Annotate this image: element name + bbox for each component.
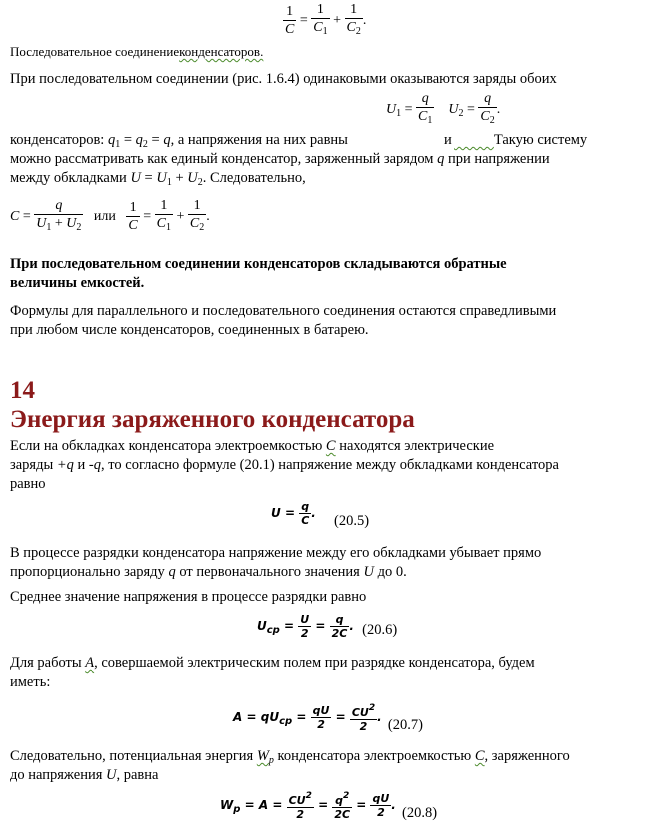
word-and: и — [444, 132, 452, 148]
paragraph-series-line2: конденсаторов: $q_1 = q_2 = q$, а напряжения на них равны — [10, 132, 348, 150]
section-title: Энергия заряженного конденсатора — [10, 406, 415, 433]
figure-caption: Последовательное соединениеконденсаторов. — [10, 44, 264, 59]
equation-number: (20.6) — [362, 622, 398, 638]
paragraph-series-line3: можно рассматривать как единый конденсатор, заряженный зарядом q при напряжении — [10, 151, 550, 167]
section-number: 14 — [10, 377, 35, 404]
paragraph-formulas-line2: при любом числе конденсаторов, соединенных в батарею. — [10, 322, 369, 338]
bold-rule-line2: величины емкостей. — [10, 275, 145, 291]
frac-q-over-c1: $\frac{q}{C_1}$ — [418, 91, 433, 126]
paragraph-series-line2-end: Такую систему — [493, 132, 588, 148]
equation-20-7: $A = qU_{ср}$ = $\frac{qU}{2}$ = $\frac{CU^2}{2}$ . (20.7) — [233, 703, 423, 733]
paragraph-work-line2: иметь: — [10, 674, 51, 690]
equation-number: (20.7) — [387, 717, 423, 733]
paragraph-series-line4: между обкладками $U = U_1 + U_2$. Следовательно, — [10, 170, 306, 188]
equation-20-6: $U_{ср}$ = $\frac{U}{2}$ = $\frac{q}{2C}$ . (20.6) — [257, 613, 398, 640]
paragraph-energy-line1: Если на обкладках конденсатора электроемкостью C находятся электрические — [10, 438, 495, 454]
paragraph-potential-line2: до напряжения U, равна — [10, 767, 159, 783]
bold-rule-line1: При последовательном соединении конденсаторов складываются обратные — [10, 256, 507, 272]
paragraph-energy-line3: равно — [10, 476, 46, 492]
voltage-formulas: $U_1$ = $\frac{q}{C_1}$ $U_2$ = $\frac{q}{C_2}$ . — [386, 91, 500, 129]
frac-1-over-c2: $\frac{1}{C_2}$ — [346, 2, 361, 37]
equation-number: (20.8) — [402, 805, 438, 821]
frac-1-over-c: $\frac{1}{C}$ — [285, 4, 295, 37]
paragraph-work-line1: Для работы A, совершаемой электрическим полем при разрядке конденсатора, будем — [10, 655, 535, 671]
paragraph-energy-line2: заряды +q и -q, то согласно формуле (20.1) напряжение между обкладками конденсатора — [10, 457, 559, 473]
paragraph-formulas-line1: Формулы для параллельного и последовательного соединения остаются справедливыми — [10, 303, 557, 319]
paragraph-discharge-line2: пропорционально заряду q от первоначального значения U до 0. — [10, 564, 407, 580]
paragraph-discharge-line1: В процессе разрядки конденсатора напряжение между его обкладками убывает прямо — [10, 545, 542, 561]
equation-number: (20.5) — [334, 513, 370, 529]
equation-20-5: U = $\frac{q}{C}$ . (20.5) — [271, 500, 370, 529]
top-formula: $\frac{1}{C}$ = $\frac{1}{C_1}$ + $\frac{1}{C_2}$ . — [283, 2, 366, 40]
paragraph-series-line1: При последовательном соединении (рис. 1.6.4) одинаковыми оказываются заряды обоих — [10, 71, 557, 87]
equation-20-8: $W_p = A$ = $\frac{CU^2}{2}$ = $\frac{q^2}{2C}$ = $\frac{qU}{2}$ . (20.8) — [220, 791, 438, 821]
paragraph-potential-line1: Следовательно, потенциальная энергия $W_p$ конденсатора электроемкостью C, заряженного — [10, 748, 570, 766]
paragraph-average: Среднее значение напряжения в процессе разрядки равно — [10, 589, 367, 605]
series-capacitance-formula: C = $\frac{q}{U_1 + U_2}$ или $\frac{1}{C}$ = $\frac{1}{C_1}$ + $\frac{1}{C_2}$ . — [10, 198, 210, 236]
frac-1-over-c1: $\frac{1}{C_1}$ — [313, 2, 328, 37]
frac-q-over-c2: $\frac{q}{C_2}$ — [480, 91, 495, 126]
frac-q-over-u-sum: $\frac{q}{U_1 + U_2}$ — [36, 198, 82, 233]
